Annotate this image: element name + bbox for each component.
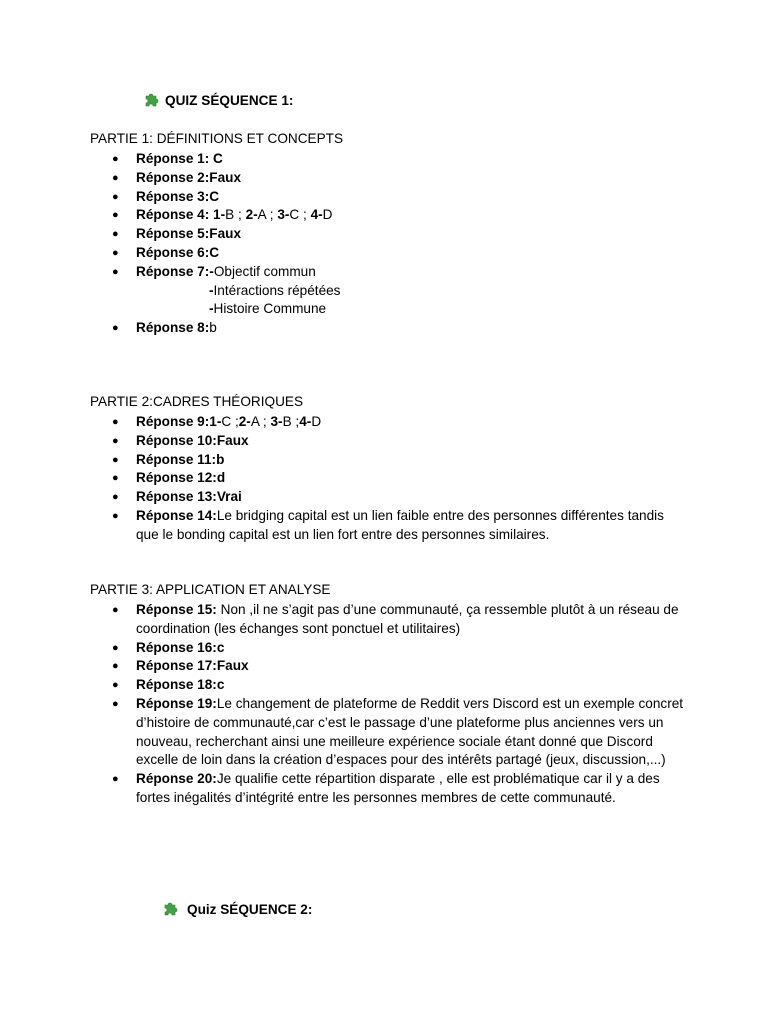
list-item: ● Réponse 1: C (112, 151, 223, 166)
quiz1-title: QUIZ SÉQUENCE 1: (165, 92, 294, 108)
list-item: ● Réponse 3:C (112, 188, 220, 204)
list-item: ● Réponse 10:Faux (112, 432, 249, 448)
list-item: ● Réponse 14:Le bridging capital est un lien faible entre des personnes différentes tandis que le bonding capital est un lien fort entre des personnes similaires. (112, 507, 664, 542)
part2-list (0, 413, 768, 545)
continuation-line: -Intéractions répétées (209, 282, 341, 298)
quiz2-heading (163, 901, 312, 917)
list-item: ● Réponse 13:Vrai (112, 489, 242, 505)
list-item: ● Réponse 12:d (112, 470, 226, 486)
list-item: ● Réponse 2:Faux (112, 169, 241, 185)
part3-list (0, 601, 768, 808)
puzzle-piece-icon (144, 92, 160, 108)
quiz2-title: Quiz SÉQUENCE 2: (187, 901, 313, 917)
list-item: ● Réponse 11:b (112, 451, 225, 467)
list-item: ● Réponse 20:Je qualifie cette répartition disparate , elle est problématique car il y a des fortes inégalités d’intégrité entre les personnes membres de cette communauté. (112, 771, 660, 805)
list-item: ● Réponse 7:-Objectif commun -Intéractions répétées -Histoire Commune (0, 263, 768, 319)
continuation-line: -Histoire Commune (209, 301, 327, 317)
quiz1-heading (144, 92, 293, 108)
part3-title: PARTIE 3: APPLICATION ET ANALYSE (90, 582, 331, 597)
puzzle-piece-icon (163, 901, 179, 917)
list-item: ● Réponse 18:c (112, 677, 225, 693)
part1-title: PARTIE 1: DÉFINITIONS ET CONCEPTS (90, 131, 344, 146)
list-item: ● Réponse 6:C (112, 244, 220, 260)
list-item: ● Réponse 4: 1-B ; 2-A ; 3-C ; 4-D (112, 207, 333, 223)
list-item: ● Réponse 15: Non ,il ne s’agit pas d’une communauté, ça ressemble plutôt à un réseau de coordination (les échanges sont ponctuel et utilitaires) (112, 602, 679, 636)
list-item: ● Réponse 8:b (112, 320, 217, 336)
list-item: ● Réponse 16:c (112, 639, 225, 655)
part2-title: PARTIE 2:CADRES THÉORIQUES (90, 394, 304, 409)
list-item: ● Réponse 17:Faux (112, 658, 249, 674)
part1-list (0, 150, 768, 338)
list-item: ● Réponse 5:Faux (112, 226, 241, 242)
list-item: ● Réponse 9:1-C ;2-A ; 3-B ;4-D (112, 414, 322, 429)
list-item: ● Réponse 19:Le changement de plateforme de Reddit vers Discord est un exemple concret d’histoire de communauté,car c’est le passage d’une plateforme plus anciennes vers un nouveau, recherchant ainsi une meilleure expérience sociale étant donné que Discord excelle de loin dans la création d’espaces pour des intérêts partagé (jeux, discussion,...) (112, 695, 684, 768)
